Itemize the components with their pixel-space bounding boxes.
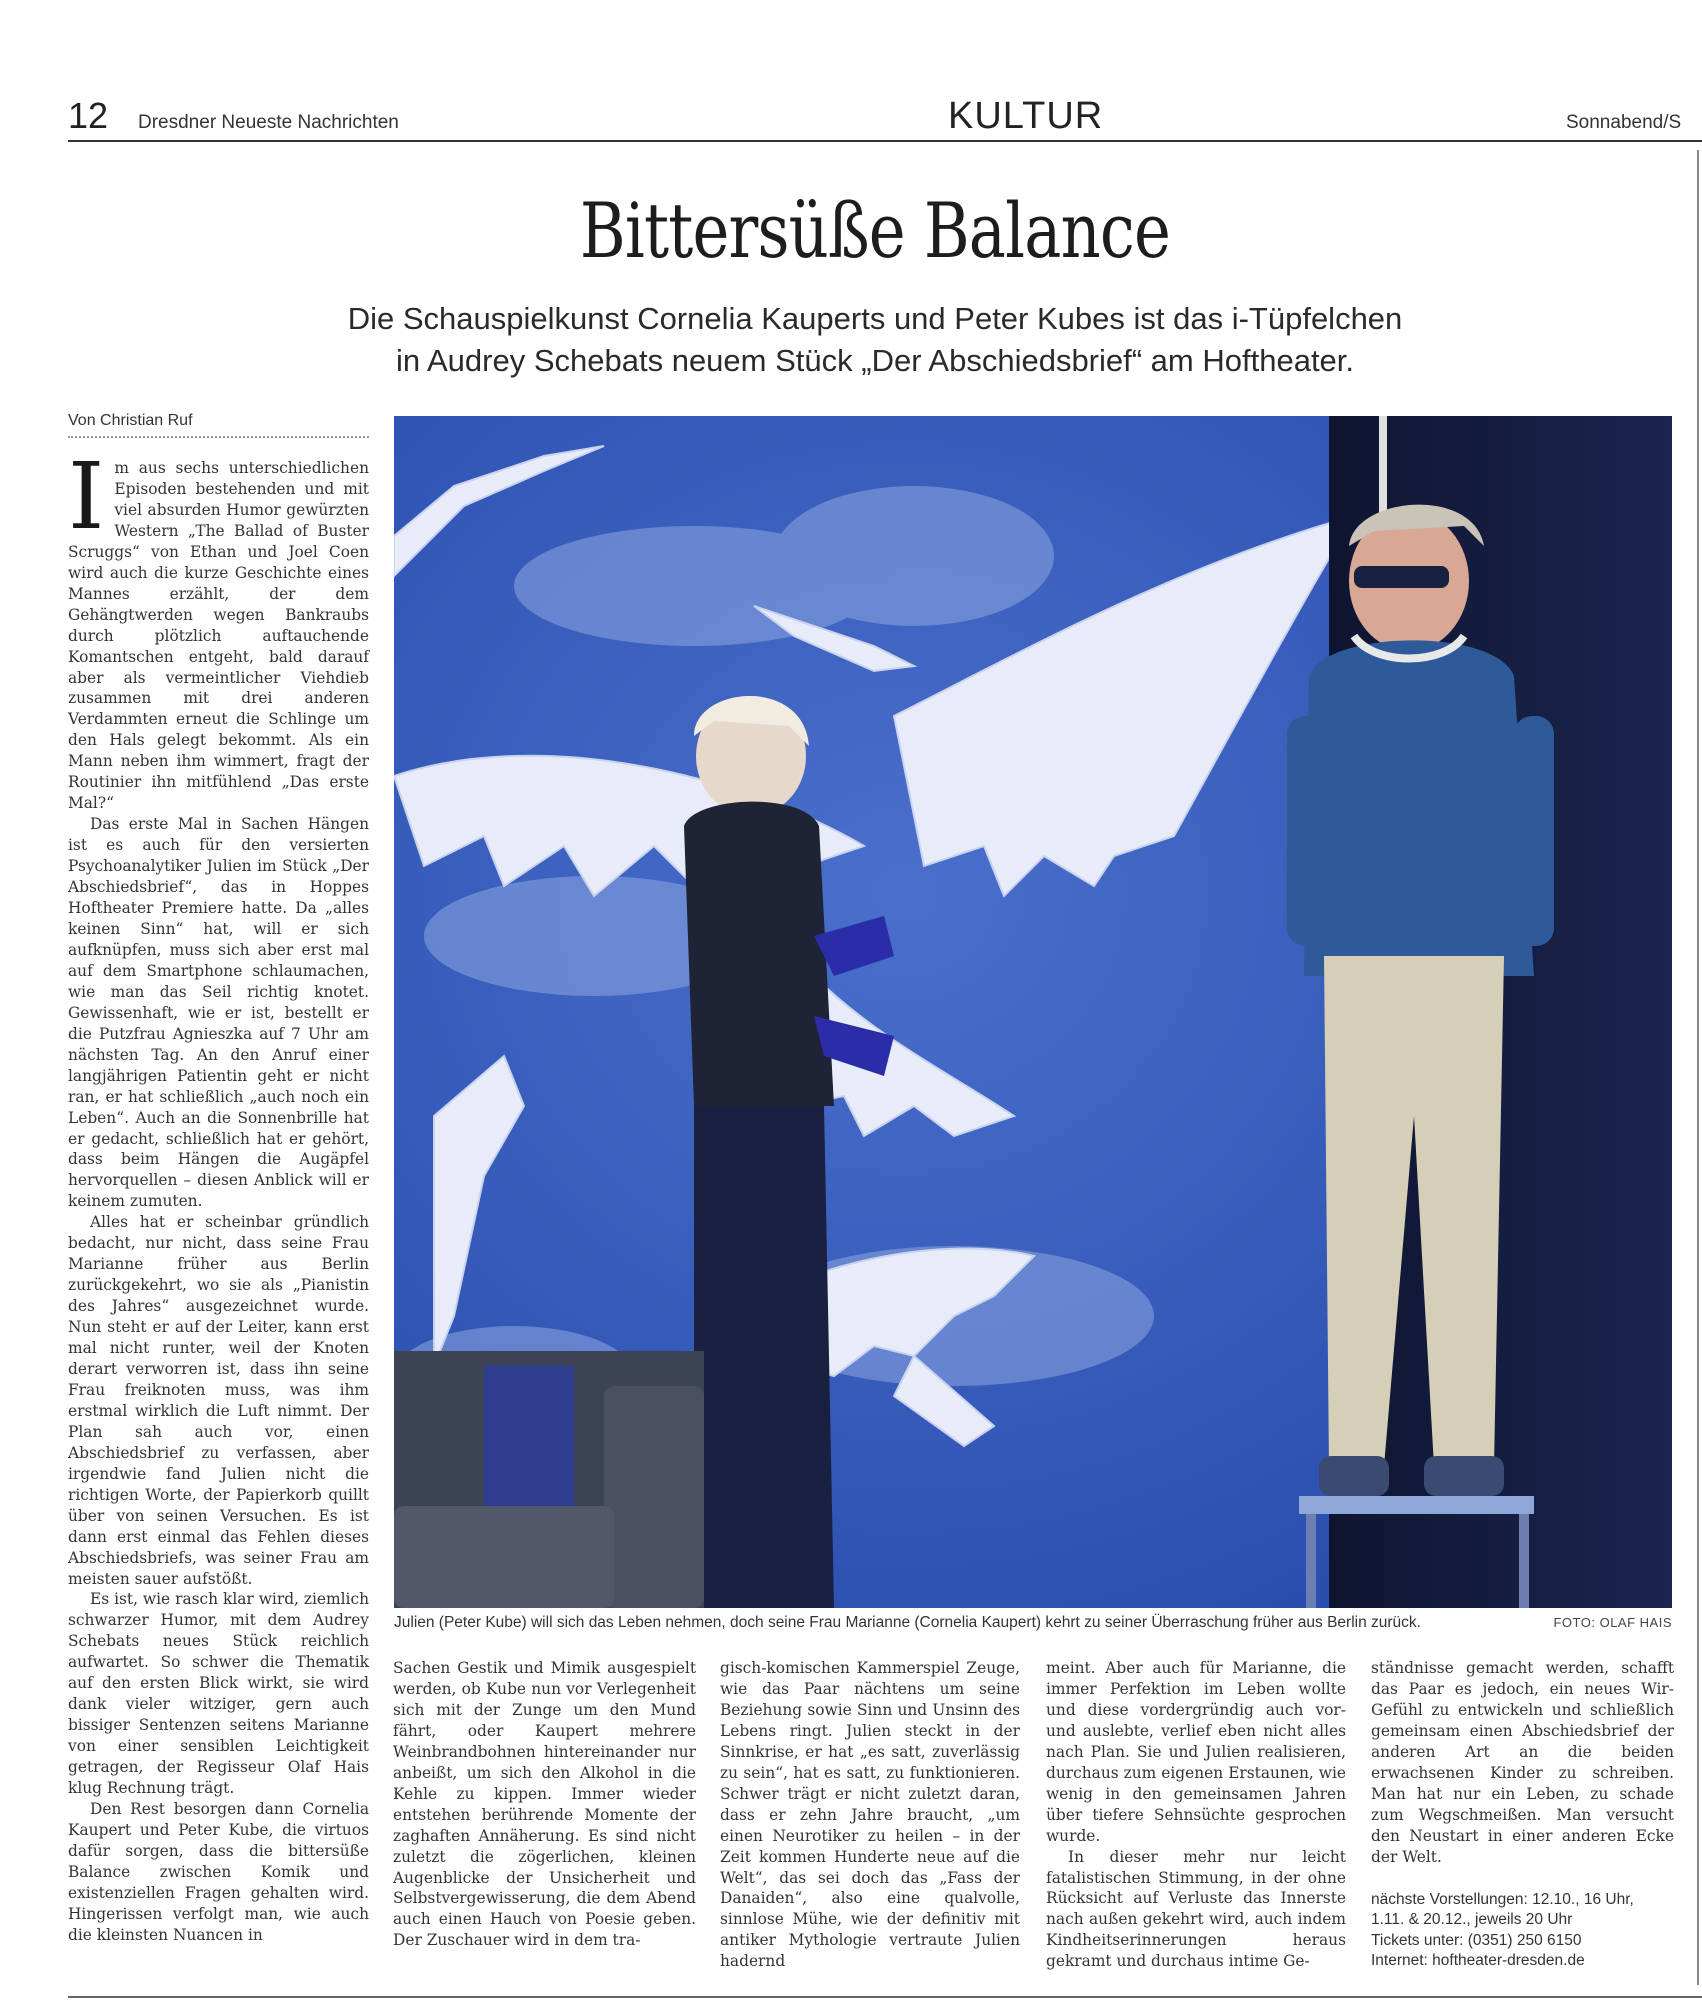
info-dates: nächste Vorstellungen: 12.10., 16 Uhr, [1371,1890,1634,1908]
article-photo [394,416,1672,1608]
performance-info-box [1371,1890,1674,1972]
paragraph: gisch-komischen Kammerspiel Zeuge, wie das Paar nächtens um seine Beziehung sowie Sinn und Unsinn des Lebens ringt. Julien steckt in der Sinnkrise, er hat „es satt, zuverlässig zu sein“, hat es satt, zu funktionieren. Schwer trägt er nicht zuletzt daran, dass er zehn Jahre braucht, „um einen Neurotiker zu heilen – in der Zeit kommen Hunderte neue auf die Welt“, das sei doch das „Fass der Danaiden“, also eine qualvolle, sinnlose Mühe, wie der definitiv mit antiker Mythologie vertraute Julien hadernd [720,1659,1020,1971]
photo-illustration [394,416,1672,1608]
paragraph: Das erste Mal in Sachen Hängen ist es auch für den versierten Psychoanalytiker Julien im Stück „Der Abschiedsbrief“, das in Hoppes Hoftheater Premiere hatte. Da „alles keinen Sinn“ hat, will er sich aufknüpfen, muss sich aber erst mal auf dem Smartphone schlaumachen, wie man das Seil richtig knotet. Gewissenhaft, wie er ist, bestellt er die Putzfrau Agnieszka auf 7 Uhr am nächsten Tag. An den Anruf einer langjährigen Patientin geht er nicht ran, er hat schließlich „auch noch ein Leben“. Auch an die Sonnenbrille hat er gedacht, schließlich hat er gehört, dass beim Hängen die Augäpfel hervorquellen – diesen Anblick will er keinem zumuten. [68,815,369,1211]
section-title: KULTUR [948,95,1104,137]
subhead-line: in Audrey Schebats neuem Stück „Der Abschiedsbrief“ am Hoftheater. [395,343,1355,378]
paragraph [68,443,369,814]
paragraph: Alles hat er scheinbar gründlich bedacht, nur nicht, dass seine Frau Marianne früher aus Berlin zurückgekehrt, wo sie als „Pianistin des Jahres“ ausgezeichnet wurde. Nun steht er auf der Leiter, kann erst mal nicht runter, weil der Knoten derart verworren ist, dass ihn seine Frau freiknoten muss, was ihm erstmal wirklich die Luft nimmt. Der Plan sah auch vor, einen Abschiedsbrief zu verfassen, aber irgendwie fand Julien nicht die richtigen Worte, der Papierkorb quillt über von seinen Versuchen. Es ist dann erst einmal das Fehlen dieses Abschiedsbriefs, was seiner Frau am meisten sauer aufstößt. [68,1213,369,1588]
photo-caption [394,1614,1672,1632]
article-column-5 [1371,1658,1674,1972]
article-column-2 [393,1658,696,1951]
article-column-4 [1046,1658,1346,1972]
byline: Von Christian Ruf [68,412,369,438]
paragraph: meint. Aber auch für Marianne, die immer Perfektion im Leben wollte und diese vordergründig auch vor- und auslebte, verlief eben nicht alles nach Plan. Sie und Julien realisieren, durchaus zum eigenen Erstaunen, wie wenig in den gemeinsamen Jahren über tiefere Sehnsüchte gesprochen wurde. [1046,1659,1346,1845]
sofa [394,1351,704,1608]
info-dates-cont: 1.11. & 20.12., jeweils 20 Uhr [1371,1911,1573,1929]
bottom-rule [68,1996,1702,1998]
info-website[interactable]: Internet: hoftheater-dresden.de [1371,1952,1585,1970]
info-tickets: Tickets unter: (0351) 250 6150 [1371,1931,1582,1949]
subhead-line: Die Schauspielkunst Cornelia Kauperts und Peter Kubes ist das i-Tüpfelchen [347,301,1403,336]
paragraph: In dieser mehr nur leicht fatalistischen Stimmung, in der ohne Rücksicht auf Verluste das Innerste nach außen gekehrt wird, auch indem Kindheitserinnerungen heraus gekramt und durchaus intime Ge- [1046,1847,1346,1971]
page-edge-rule [1697,150,1699,1985]
subheadline [230,298,1520,382]
page-number: 12 [68,95,109,136]
paragraph: Den Rest besorgen dann Cornelia Kaupert und Peter Kube, die virtuos dafür sorgen, dass die bittersüße Balance zwischen Komik und existenziellen Fragen gehalten wird. Hingerissen verfolgt man, wie auch die kleinsten Nuancen in [68,1800,369,1944]
drop-cap: I [68,443,105,550]
paragraph-text: m aus sechs unterschiedlichen Episoden bestehenden und mit viel absurden Humor gewürzten Western „The Ballad of Buster Scruggs“ von Ethan und Joel Coen wird auch die kurze Geschichte eines Mannes erzählt, der dem Gehängtwerden wegen Bankraubs durch plötzlich auftauchende Komantschen entgeht, bald darauf aber als vermeintlicher Viehdieb zusammen mit drei anderen Verdammten erneut die Schlinge um den Hals gelegt bekommt. Als ein Mann neben ihm wimmert, fragt der Routinier ihn mitfühlend „Das erste Mal?“ [68,459,369,813]
newspaper-name: Dresdner Neueste Nachrichten [138,112,399,133]
paragraph: Es ist, wie rasch klar wird, ziemlich schwarzer Humor, mit dem Audrey Schebats neues Stück reichlich aufwartet. So schwer die Thematik auf den ersten Blick wirkt, sie wird dank vieler witziger, gern auch bissiger Sentenzen seitens Marianne von einer sensiblen Leichtigkeit getragen, der Regisseur Olaf Hais klug Rechnung trägt. [68,1590,369,1798]
masthead [68,96,1702,142]
article-column-1 [68,443,369,1946]
article-column-3 [720,1658,1020,1972]
headline: Bittersüße Balance [579,186,1171,275]
paragraph: Sachen Gestik und Mimik ausgespielt werden, ob Kube nun vor Verlegenheit sich mit der Zunge um den Mund fährt, oder Kaupert mehrere Weinbrandbohnen hintereinander nur anbeißt, um sich den Alkohol in die Kehle zu kippen. Immer wieder entstehen berührende Momente der zaghaften Annäherung. Es sind nicht zuletzt die zögerlichen, kleinen Augenblicke der Unsicherheit und Selbstvergewisserung, die dem Abend auch einen Hauch von Poesie geben. Der Zuschauer wird in dem tra- [393,1659,696,1950]
paragraph: ständnisse gemacht werden, schafft das Paar es jedoch, ein neues Wir-Gefühl zu entwickeln und schließlich gemeinsam einen Abschiedsbrief der anderen Art an die beiden erwachsenen Kinder zu schreiben. Man hat nur ein Leben, zu schade zum Wegschmeißen. Man versucht den Neustart in einer anderen Ecke der Welt. [1371,1659,1674,1866]
caption-text: Julien (Peter Kube) will sich das Leben nehmen, doch seine Frau Marianne (Cornelia Kaupert) kehrt zu seiner Überraschung früher aus Berlin zurück. [394,1614,1421,1631]
dateline: Sonnabend/S [1566,112,1682,133]
photo-credit: FOTO: OLAF HAIS [1553,1615,1672,1630]
